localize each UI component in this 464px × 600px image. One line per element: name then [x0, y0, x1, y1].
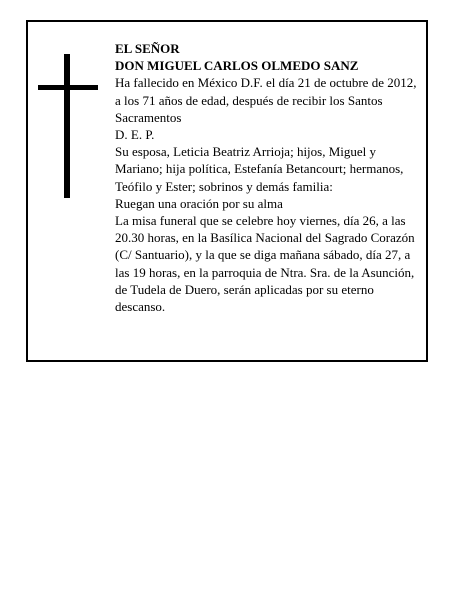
mass-details: La misa funeral que se celebre hoy viernes, día 26, a las 20.30 horas, en la Basílica Nacional del Sagrado Corazón (C/ Santuario), y la que se diga mañana sábado, día 27, a las 19 horas, en la parroquia de Ntra. Sra. de la Asunción, de Tudela de Duero, serán aplicadas por su eterno descanso. — [115, 213, 415, 315]
notice-text — [115, 40, 423, 315]
deceased-name: DON MIGUEL CARLOS OLMEDO SANZ — [115, 58, 359, 74]
prayer-request: Ruegan una oración por su alma — [115, 195, 283, 211]
dep-abbreviation: D. E. P. — [115, 127, 155, 143]
obituary-notice — [26, 20, 428, 362]
death-announcement: Ha fallecido en México D.F. el día 21 de octubre de 2012, a los 71 años de edad, después de recibir los Santos Sacramentos — [115, 75, 417, 125]
cross-vertical-bar — [64, 54, 70, 198]
cross-icon — [38, 54, 98, 198]
notice-title: EL SEÑOR — [115, 41, 180, 56]
cross-horizontal-bar — [38, 85, 98, 90]
family-list: Su esposa, Leticia Beatriz Arrioja; hijos, Miguel y Mariano; hija política, Estefanía Betancourt; hermanos, Teófilo y Ester; sobrinos y demás familia: — [115, 144, 404, 194]
